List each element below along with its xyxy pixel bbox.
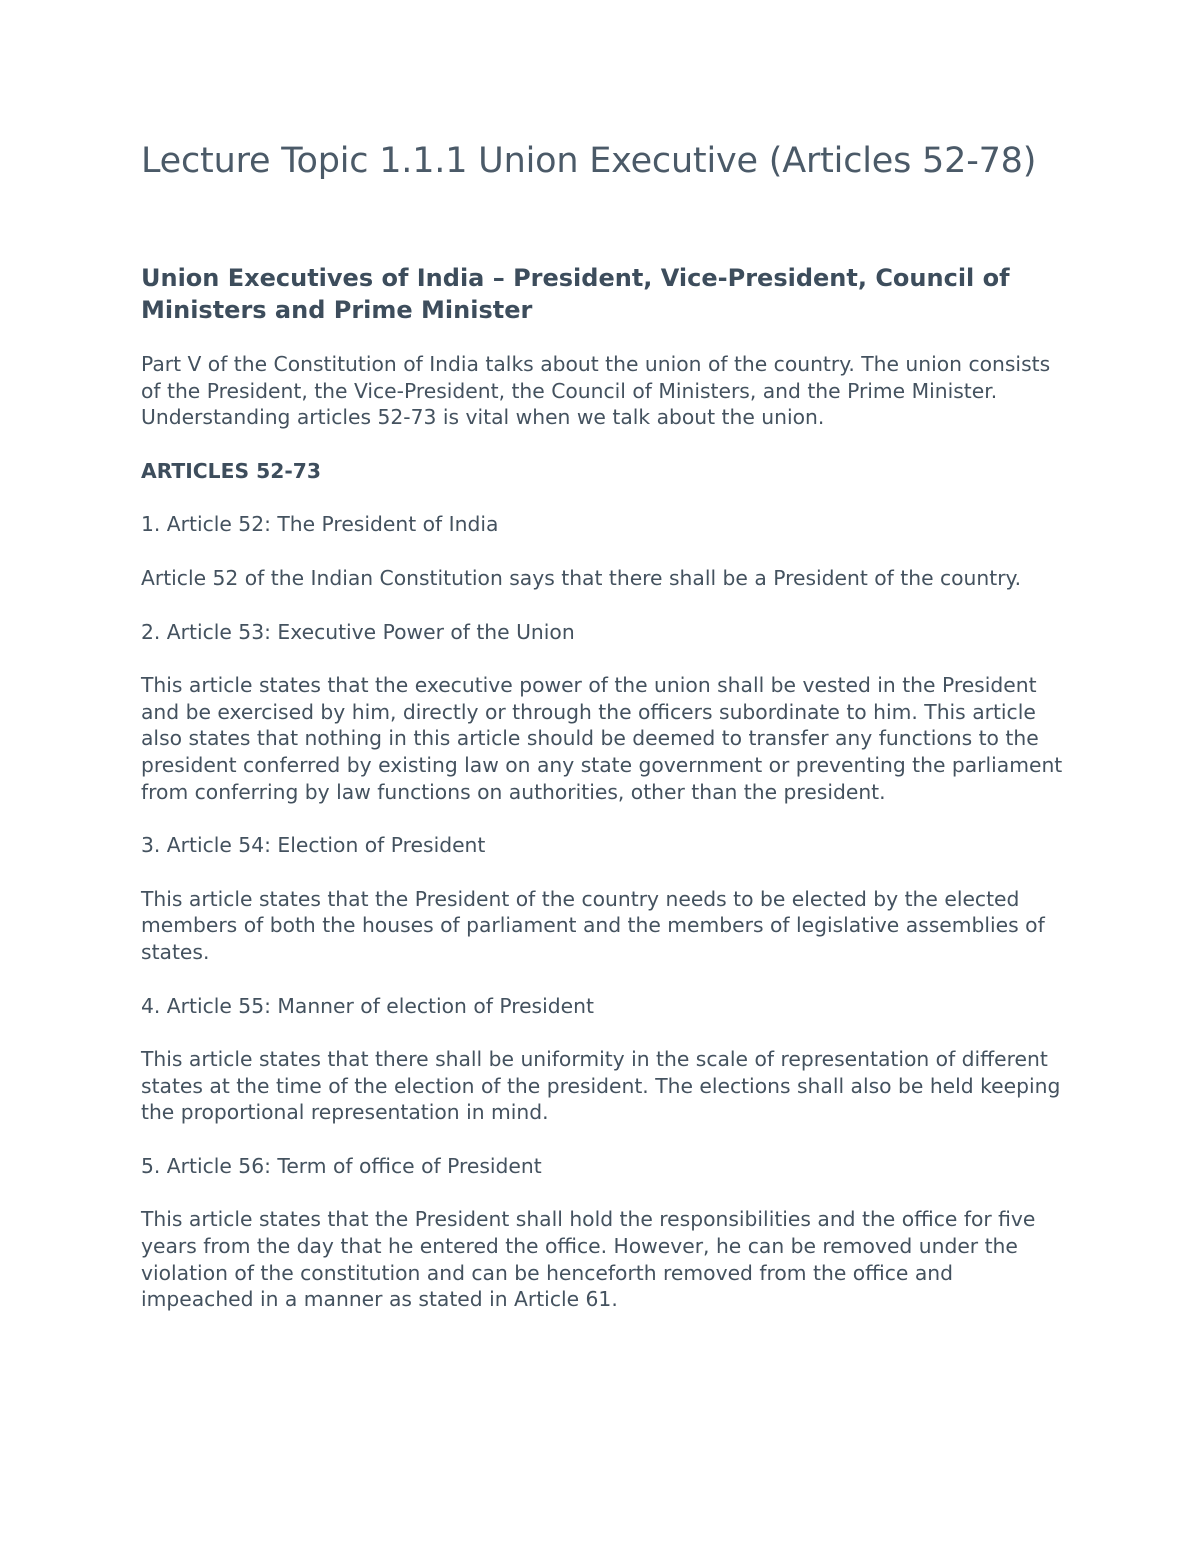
article-heading: 3. Article 54: Election of President [141, 833, 486, 858]
article-heading: 5. Article 56: Term of office of President [141, 1153, 542, 1178]
intro-paragraph: Part V of the Constitution of India talks about the union of the country. The union consists of the President, the Vice-President, the Council of Ministers, and the Prime Minister. Understanding articles 52-73 is vital when we talk about the union. [141, 352, 1051, 430]
article-heading: 4. Article 55: Manner of election of President [141, 993, 594, 1018]
document-body [141, 351, 1071, 1340]
article-heading: 1. Article 52: The President of India [141, 512, 499, 537]
article-text: This article states that the President shall hold the responsibilities and the office for five years from the day that he entered the office. However, he can be removed under the violation of the constitution and can be henceforth removed from the office and impeached in a manner as stated in Article 61. [141, 1207, 1036, 1312]
article-text: This article states that the President of the country needs to be elected by the elected members of both the houses of parliament and the members of legislative assemblies of states. [141, 886, 1045, 964]
article-text: Article 52 of the Indian Constitution says that there shall be a President of the country. [141, 565, 1022, 590]
section-heading: ARTICLES 52-73 [141, 458, 321, 483]
article-text: This article states that the executive power of the union shall be vested in the President and be exercised by him, directly or through the officers subordinate to him. This article also states that nothing in this article should be deemed to transfer any functions to the president conferred by existing law on any state government or preventing the parliament from conferring by law functions on authorities, other than the president. [141, 673, 1063, 804]
article-text: This article states that there shall be uniformity in the scale of representation of different states at the time of the election of the president. The elections shall also be held keeping the proportional representation in mind. [141, 1047, 1061, 1125]
document-title: Lecture Topic 1.1.1 Union Executive (Articles 52-78) [141, 141, 1037, 181]
article-heading: 2. Article 53: Executive Power of the Union [141, 619, 575, 644]
document-subtitle: Union Executives of India – President, Vice-President, Council of Ministers and Prime Minister [141, 264, 1010, 324]
